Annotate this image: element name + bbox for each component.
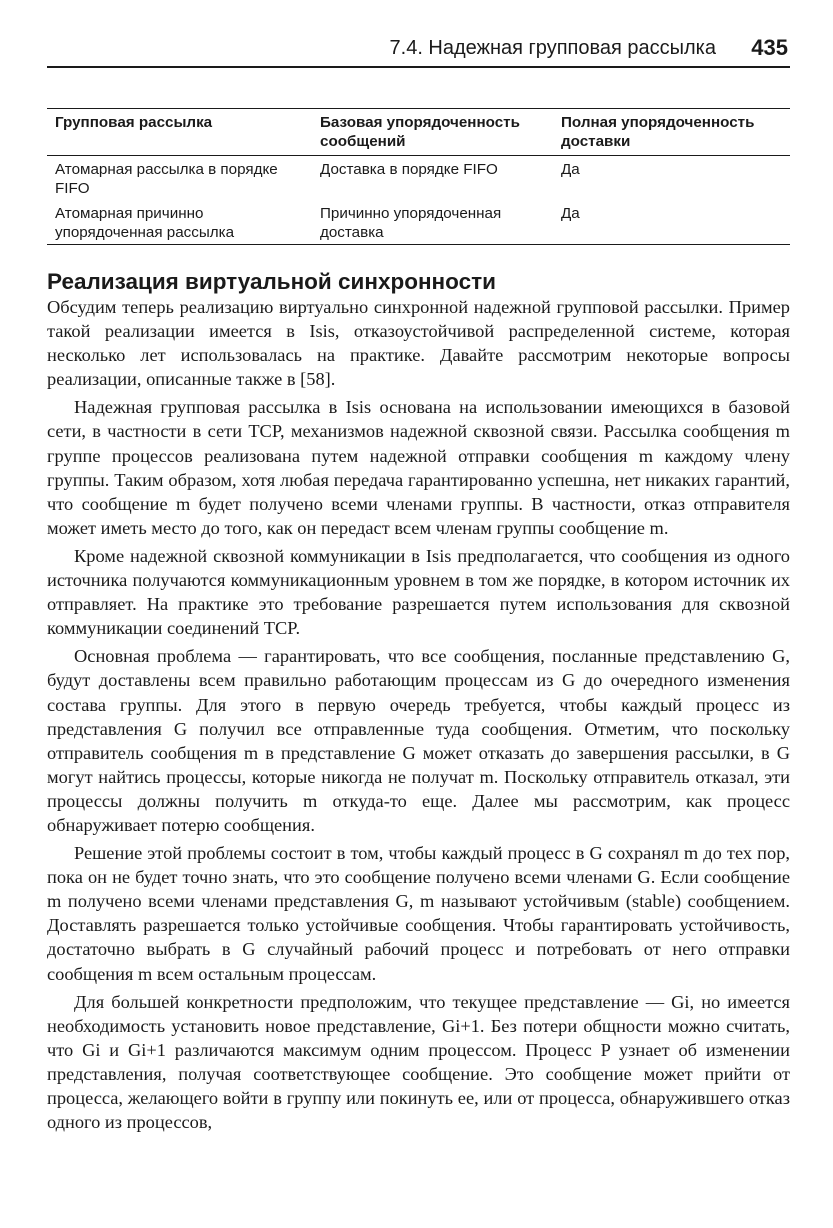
paragraph: Основная проблема — гарантировать, что все сообщения, посланные представлению G, будут доставлены всем правильно работающим процессам из G до очередного изменения состава группы. Для этого в первую очередь требуется, чтобы каждый процесс из представления G получил все отправленные туда сообщения. Отметим, что поскольку отправитель сообщения m в представление G может отказать до завершения рассылки, в G могут найтись процессы, которые никогда не получат m. Поскольку отправитель отказал, эти процессы должны получить m откуда-то еще. Далее мы рассмотрим, как процесс обнаруживает потерю сообщения.	[47, 646, 790, 835]
table-cell: Атомарная причинно упорядоченная рассылка	[55, 205, 235, 241]
table-cell: Да	[561, 205, 580, 222]
table-cell: Да	[561, 161, 580, 178]
running-header-title: 7.4. Надежная групповая рассылка	[389, 37, 716, 59]
table-row	[47, 156, 790, 201]
paragraph: Решение этой проблемы состоит в том, чтобы каждый процесс в G сохранял m до тех пор, пока он не будет точно знать, что это сообщение получено всеми членами G. Если сообщение m получено всеми членами представления G, m называют устойчивым (stable) сообщением. Доставлять разрешается только устойчивые сообщения. Чтобы гарантировать устойчивость, достаточно выбрать в G случайный рабочий процесс и потребовать от него отправки сообщения m всем остальным процессам.	[47, 843, 790, 984]
running-header	[47, 36, 790, 68]
page-number: 435	[751, 35, 788, 60]
comparison-table	[47, 108, 790, 245]
paragraph: Надежная групповая рассылка в Isis основана на использовании имеющихся в базовой сети, в частности в сети TCP, механизмов надежной сквозной связи. Рассылка сообщения m группе процессов реализована путем надежной отправки сообщения m каждому члену группы. Таким образом, хотя любая передача гарантированно успешна, нет никаких гарантий, что сообщение m будет получено всеми членами группы. В частности, отказ отправителя может иметь место до того, как он передаст всем членам группы сообщение m.	[47, 397, 790, 538]
body-text	[47, 295, 790, 1134]
table-row	[47, 200, 790, 245]
column-header: Групповая рассылка	[55, 114, 213, 131]
paragraph: Для большей конкретности предположим, что текущее представление — Gi, но имеется необходимость установить новое представление, Gi+1. Без потери общности можно считать, что Gi и Gi+1 различаются максимум одним процессом. Процесс P узнает об изменении представления, получая соответствующее сообщение. Это сообщение может прийти от процесса, желающего войти в группу или покинуть ее, или от процесса, обнаружившего отказ одного из процессов,	[47, 991, 790, 1133]
paragraph: Кроме надежной сквозной коммуникации в Isis предполагается, что сообщения из одного источника получаются коммуникационным уровнем в том же порядке, в котором источник их отправляет. На практике это требование разрешается путем использования для сквозной коммуникации соединений TCP.	[47, 545, 790, 639]
table-cell: Причинно упорядоченная доставка	[320, 205, 502, 241]
column-header: Полная упорядоченность доставки	[561, 114, 755, 150]
column-header: Базовая упорядоченность сообщений	[320, 114, 520, 150]
paragraph: Обсудим теперь реализацию виртуально синхронной надежной групповой рассылки. Пример такой реализации имеется в Isis, отказоустойчивой распределенной системе, которая несколько лет использовалась на практике. Давайте рассмотрим некоторые вопросы реализации, описанные также в [58].	[47, 297, 790, 390]
section-heading: Реализация виртуальной синхронности	[47, 269, 496, 294]
table-cell: Доставка в порядке FIFO	[320, 161, 498, 178]
table-header-row	[47, 109, 790, 156]
table-cell: Атомарная рассылка в порядке FIFO	[55, 161, 278, 197]
